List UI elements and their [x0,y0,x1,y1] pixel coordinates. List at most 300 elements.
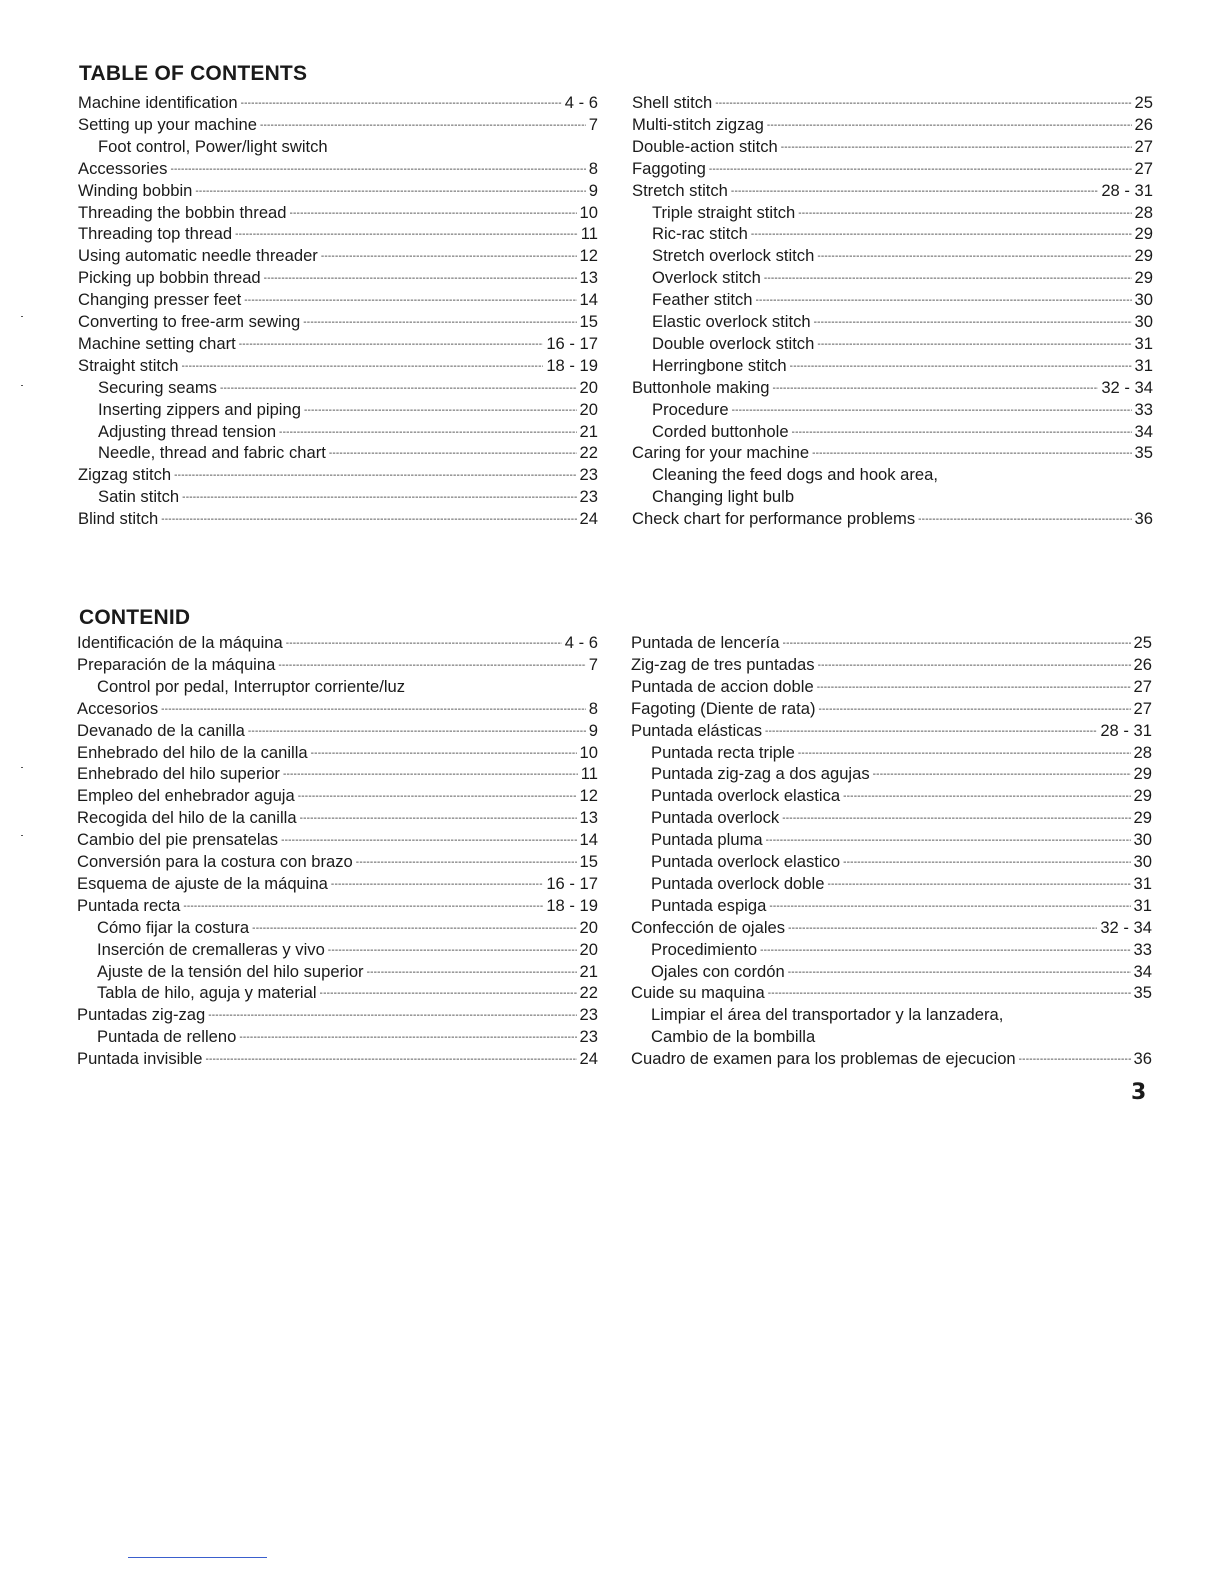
dot-leader [709,156,1132,170]
toc-entry-page: 29 [1134,224,1153,244]
toc-entry-label: Puntada overlock doble [651,873,825,893]
toc-entry-page: 11 [580,764,598,784]
toc-entry [631,698,1152,720]
toc-entry-label: Securing seams [98,377,217,397]
dot-leader [304,397,577,411]
dot-leader [768,980,1131,994]
toc-entry-page: 32 - 34 [1100,917,1152,937]
page-number: 3 [1131,1080,1147,1105]
toc-entry [632,114,1153,136]
toc-entry-label: Puntada overlock [651,808,780,828]
toc-entry [632,377,1153,399]
scan-speck [21,767,23,768]
dot-leader [756,287,1132,301]
dot-leader [328,937,577,951]
toc-entry [77,1048,598,1070]
toc-entry-label: Cambio del pie prensatelas [77,830,279,850]
toc-entry [77,785,598,807]
toc-entry [632,289,1153,311]
toc-entry-label: Feather stitch [652,290,753,310]
toc-entry [632,399,1153,421]
dot-leader [161,696,586,710]
toc-entry-page: 18 - 19 [546,895,598,915]
dot-leader [781,134,1132,148]
toc-entry-page: 33 [1133,939,1152,959]
toc-entry-page: 7 [588,654,598,674]
toc-entry-page: 16 - 17 [546,333,598,353]
toc-entry [77,1026,598,1048]
toc-entry [631,1026,1152,1048]
toc-entry-label: Puntada de lencería [631,633,780,652]
toc-entry-label: Stretch stitch [632,180,728,200]
toc-entry-page: 29 [1133,764,1152,784]
toc-entry [78,442,598,464]
toc-entry [631,961,1152,983]
dot-leader [751,221,1132,235]
toc-entry-label: Zigzag stitch [78,465,172,485]
dot-leader [798,200,1131,214]
toc-entry-page: 27 [1134,158,1153,178]
toc-entry-label: Threading the bobbin thread [78,202,287,222]
toc-entry-page: 22 [579,443,598,463]
toc-entry [78,92,598,114]
toc-entry-page: 9 [588,720,598,740]
toc-entry-page: 15 [579,852,598,871]
toc-entry [632,311,1153,333]
toc-entry-label: Overlock stitch [652,268,761,288]
toc-entry-label: Puntada elásticas [631,720,762,740]
dot-leader [843,849,1130,863]
dot-leader [278,652,585,666]
dot-leader [311,740,577,754]
dot-leader [764,265,1132,279]
toc-entry-label: Satin stitch [98,487,180,507]
toc-entry-label: Confección de ojales [631,917,786,937]
dot-leader [918,506,1131,520]
toc-entry-page: 12 [579,246,598,266]
toc-entry [77,873,598,895]
toc-entry-page: 25 [1134,93,1153,112]
toc-entry-label: Ojales con cordón [651,961,785,981]
toc-entry-page: 30 [1133,852,1152,871]
toc-entry-label: Puntada pluma [651,830,763,850]
toc-entry-page: 29 [1134,268,1153,288]
toc-entry [631,1048,1152,1070]
toc-entry [78,421,598,443]
toc-entry-label: Stretch overlock stitch [652,246,815,266]
dot-leader [760,937,1130,951]
dot-leader [782,805,1130,819]
toc-entry [632,92,1153,114]
toc-entry-label: Devanado de la canilla [77,720,245,740]
toc-entry-page: 20 [579,377,598,397]
dot-leader [252,915,576,929]
dot-leader [766,827,1131,841]
dot-leader [817,331,1131,345]
dot-leader [239,331,544,345]
toc-spanish-left-column [77,632,598,1072]
toc-entry [631,807,1152,829]
toc-entry-label: Puntada zig-zag a dos agujas [651,764,870,784]
dot-leader [812,440,1131,454]
toc-entry-label: Accessories [78,158,168,178]
toc-entry [78,136,598,158]
toc-entry-label: Puntada overlock elastica [651,786,841,806]
toc-entry [77,654,598,676]
toc-entry [77,917,598,939]
toc-entry-label: Herringbone stitch [652,355,787,375]
toc-entry-page: 27 [1133,676,1152,696]
toc-entry [78,158,598,180]
toc-entry-label: Machine setting chart [78,333,236,353]
toc-entry-label: Caring for your machine [632,443,810,463]
toc-entry [631,873,1152,895]
toc-entry-label: Machine identification [78,93,238,112]
toc-entry-label: Accesorios [77,698,159,718]
toc-entry [77,895,598,917]
toc-entry-label: Needle, thread and fabric chart [98,443,326,463]
dot-leader [283,761,578,775]
toc-entry-label: Changing light bulb [652,487,795,507]
toc-entry-label: Converting to free-arm sewing [78,312,301,331]
dot-leader [732,397,1132,411]
toc-entry-label: Buttonhole making [632,377,770,397]
dot-leader [320,980,577,994]
toc-entry-label: Fagoting (Diente de rata) [631,698,816,718]
dot-leader [827,871,1130,885]
toc-entry-label: Adjusting thread tension [98,421,277,441]
toc-entry [77,961,598,983]
toc-entry-page: 28 [1134,202,1153,222]
toc-entry-page: 23 [579,1027,598,1047]
toc-entry-label: Blind stitch [78,509,159,529]
dot-leader [303,309,576,323]
toc-entry-label: Tabla de hilo, aguja y material [97,983,317,1003]
toc-entry [78,464,598,486]
toc-entry-page: 28 - 31 [1100,720,1152,740]
dot-leader [279,419,576,433]
toc-entry-page: 27 [1133,698,1152,718]
toc-entry [78,202,598,224]
toc-entry-label: Puntada recta [77,895,181,915]
toc-entry-page: 31 [1134,355,1153,375]
toc-entry [631,742,1152,764]
toc-entry [632,355,1153,377]
toc-entry-label: Puntada de accion doble [631,676,814,696]
toc-entry-page: 12 [579,786,598,806]
toc-entry-page: 34 [1133,961,1152,981]
toc-entry [77,676,598,698]
toc-entry-label: Puntada invisible [77,1049,203,1069]
toc-english-left-column [78,92,598,532]
toc-entry-page: 26 [1133,654,1152,674]
toc-entry-page: 14 [579,830,598,850]
toc-entry-page: 35 [1134,443,1153,463]
toc-entry [78,245,598,267]
dot-leader [321,243,577,257]
toc-entry-page: 29 [1133,786,1152,806]
dot-leader [174,462,576,476]
toc-entry-label: Picking up bobbin thread [78,268,261,288]
dot-leader [731,178,1098,192]
dot-leader [767,112,1132,126]
toc-entry-label: Puntada recta triple [651,742,795,762]
toc-entry-page: 15 [579,312,598,331]
toc-entry-page: 32 - 34 [1101,377,1153,397]
dot-leader [798,740,1131,754]
toc-entry [78,180,598,202]
toc-entry-page: 25 [1133,633,1152,652]
toc-entry [631,917,1152,939]
toc-entry [632,136,1153,158]
toc-entry-page: 20 [579,939,598,959]
dot-leader [239,1024,576,1038]
dot-leader [818,1024,1149,1038]
toc-entry [78,311,598,333]
toc-entry-label: Double overlock stitch [652,333,815,353]
dot-leader [769,893,1130,907]
toc-entry [78,289,598,311]
toc-entry [632,442,1153,464]
toc-entry-label: Enhebrado del hilo superior [77,764,280,784]
dot-leader [170,156,585,170]
toc-entry [632,508,1153,530]
toc-entry-label: Puntada de relleno [97,1027,237,1047]
dot-leader [788,915,1097,929]
toc-entry-label: Cleaning the feed dogs and hook area, [652,465,938,485]
dot-leader [298,783,577,797]
dot-leader [235,221,578,235]
dot-leader [367,959,577,973]
toc-entry-label: Procedimiento [651,939,758,959]
dot-leader [182,353,544,367]
dot-leader [281,827,576,841]
dot-leader [290,200,577,214]
toc-entry-label: Ajuste de la tensión del hilo superior [97,961,364,981]
toc-entry-page: 13 [579,808,598,828]
toc-entry-page: 34 [1134,421,1153,441]
toc-entry-label: Esquema de ajuste de la máquina [77,873,328,893]
toc-entry-label: Winding bobbin [78,180,193,200]
toc-heading-english: TABLE OF CONTENTS [79,62,308,85]
toc-entry-label: Identificación de la máquina [77,633,283,652]
dot-leader [286,630,562,644]
dot-leader [817,674,1131,688]
dot-leader [264,265,577,279]
toc-english-right-column [632,92,1153,532]
toc-entry [632,333,1153,355]
toc-entry-label: Control por pedal, Interruptor corriente/luz [97,676,406,696]
footer-rule [128,1557,267,1558]
toc-entry-label: Procedure [652,399,729,419]
toc-entry-page: 29 [1134,246,1153,266]
toc-entry-label: Zig-zag de tres puntadas [631,654,815,674]
dot-leader [331,871,543,885]
toc-entry-page: 36 [1134,509,1153,529]
toc-entry-label: Puntada espiga [651,895,767,915]
toc-entry-page: 31 [1134,333,1153,353]
dot-leader [783,630,1131,644]
toc-entry-page: 23 [579,487,598,507]
dot-leader [408,674,595,688]
toc-entry [78,486,598,508]
dot-leader [788,959,1131,973]
toc-entry-page: 24 [579,509,598,529]
toc-entry-page: 4 - 6 [564,93,598,112]
dot-leader [818,652,1131,666]
toc-entry [632,245,1153,267]
dot-leader [1019,1046,1131,1060]
toc-entry-label: Triple straight stitch [652,202,796,222]
toc-entry-label: Using automatic needle threader [78,246,318,266]
toc-entry [631,982,1152,1004]
toc-entry [77,742,598,764]
toc-entry-label: Preparación de la máquina [77,654,276,674]
dot-leader [772,375,1098,389]
toc-entry-label: Shell stitch [632,93,713,112]
dot-leader [814,309,1132,323]
toc-entry [631,654,1152,676]
toc-entry-label: Multi-stitch zigzag [632,114,764,134]
toc-entry [77,763,598,785]
toc-entry-label: Foot control, Power/light switch [98,136,328,156]
toc-entry-page: 22 [579,983,598,1003]
toc-entry [632,223,1153,245]
toc-entry [77,982,598,1004]
toc-entry-label: Inserting zippers and piping [98,399,301,419]
toc-entry-page: 21 [579,421,598,441]
toc-entry-page: 36 [1133,1049,1152,1069]
toc-entry [632,464,1153,486]
toc-entry-label: Empleo del enhebrador aguja [77,786,295,806]
toc-entry [77,1004,598,1026]
toc-entry-page: 20 [579,917,598,937]
toc-entry-label: Straight stitch [78,355,179,375]
toc-entry-page: 18 - 19 [546,355,598,375]
toc-entry-label: Cómo fijar la costura [97,917,250,937]
toc-entry-page: 21 [579,961,598,981]
toc-entry [78,508,598,530]
dot-leader [205,1046,576,1060]
toc-heading-spanish: CONTENID [79,606,191,629]
toc-entry-label: Threading top thread [78,224,233,244]
toc-entry-page: 4 - 6 [564,633,598,652]
toc-entry-label: Ric-rac stitch [652,224,748,244]
toc-entry-page: 8 [588,158,598,178]
toc-entry-page: 30 [1134,312,1153,331]
toc-entry-label: Cuide su maquina [631,983,765,1003]
toc-entry-page: 27 [1134,136,1153,156]
dot-leader [818,696,1130,710]
toc-entry [77,807,598,829]
scan-speck [21,316,23,317]
toc-entry [77,829,598,851]
dot-leader [161,506,576,520]
toc-entry-page: 33 [1134,399,1153,419]
toc-entry [77,720,598,742]
toc-entry-label: Faggoting [632,158,706,178]
dot-leader [797,484,1150,498]
toc-entry [78,267,598,289]
toc-entry-label: Check chart for performance problems [632,509,916,529]
toc-entry [632,180,1153,202]
toc-entry [631,939,1152,961]
toc-entry-page: 7 [588,114,598,134]
dot-leader [300,805,577,819]
toc-entry [631,785,1152,807]
toc-entry [632,158,1153,180]
toc-entry [77,698,598,720]
toc-entry-label: Double-action stitch [632,136,778,156]
toc-spanish-right-column [631,632,1152,1072]
toc-entry-page: 20 [579,399,598,419]
dot-leader [941,462,1150,476]
toc-entry [631,829,1152,851]
dot-leader [331,134,595,148]
toc-entry [631,676,1152,698]
toc-entry-label: Conversión para la costura con brazo [77,852,353,871]
toc-entry [632,267,1153,289]
toc-entry-page: 29 [1133,808,1152,828]
toc-entry [77,632,598,654]
dot-leader [873,761,1131,775]
dot-leader [220,375,577,389]
toc-entry-label: Inserción de cremalleras y vivo [97,939,325,959]
toc-entry [77,851,598,873]
dot-leader [792,419,1132,433]
toc-entry-page: 8 [588,698,598,718]
scan-speck [21,385,23,386]
toc-entry-page: 16 - 17 [546,873,598,893]
dot-leader [208,1002,576,1016]
toc-entry [631,895,1152,917]
toc-entry [632,421,1153,443]
toc-entry-label: Changing presser feet [78,290,242,310]
toc-entry-page: 31 [1133,895,1152,915]
toc-entry-page: 10 [579,742,598,762]
toc-entry-page: 14 [579,290,598,310]
dot-leader [329,440,577,454]
toc-entry-page: 24 [579,1049,598,1069]
toc-entry-page: 13 [579,268,598,288]
dot-leader [241,90,562,104]
dot-leader [356,849,577,863]
scan-speck [21,835,23,836]
dot-leader [182,484,576,498]
toc-entry-label: Recogida del hilo de la canilla [77,808,297,828]
toc-entry [78,377,598,399]
dot-leader [817,243,1131,257]
toc-entry [631,720,1152,742]
toc-entry-label: Enhebrado del hilo de la canilla [77,742,308,762]
dot-leader [244,287,576,301]
toc-entry [77,939,598,961]
toc-entry-label: Puntada overlock elastico [651,852,841,871]
dot-leader [715,90,1131,104]
toc-entry [78,399,598,421]
dot-leader [790,353,1132,367]
toc-entry [631,851,1152,873]
toc-entry-page: 30 [1133,830,1152,850]
toc-entry [78,333,598,355]
toc-entry-label: Limpiar el área del transportador y la lanzadera, [651,1005,1004,1025]
toc-entry-page: 35 [1133,983,1152,1003]
dot-leader [183,893,543,907]
toc-entry-page: 23 [579,465,598,485]
dot-leader [843,783,1130,797]
toc-entry [631,632,1152,654]
toc-entry-page: 28 - 31 [1101,180,1153,200]
